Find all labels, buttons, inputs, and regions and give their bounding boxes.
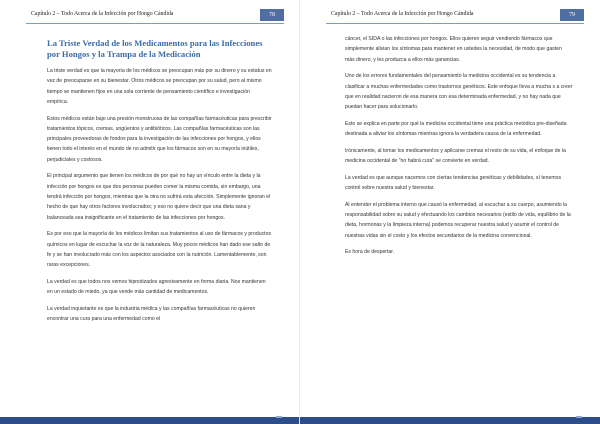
paragraph: cáncer, el SIDA o las infecciones por hongos. Ellos quieren seguir vendiendo fármacos que simplemente alivian los síntomas para mantener en ustedes la necesidad, de modo que gasten más dinero, y les produzca a ellos más ganancias. xyxy=(345,36,562,63)
paragraph: Irónicamente, al tomar los medicamentos y aplicarse cremas el resto de su vida, el enfoque de la medicina occidental de "no habrá cura" se convierte en verdad. xyxy=(345,147,566,165)
paragraph: La verdad es que todos nos vemos hipnotizados agresivamente en forma diaria. Nos mantienen en un estado de miedo, ya que vende más cantidad de medicamentos. xyxy=(47,278,266,296)
paragraph: La verdad es que aunque nacemos con ciertas tendencias genéticas y debilidades, sí tenemos control sobre nuestra salud y bienestar. xyxy=(345,174,562,192)
paragraph: Al entender el problema interno que causó la enfermedad, al escuchar a su cuerpo, asumiendo la responsabilidad sobre su salud y efectuando los cambios necesarios (estilo de vida, equilibrio de la dieta, hormonas y la limpieza interna) podemos recuperar nuestra salud y asumir el control de nuestras vidas sin el costo y los efectos secundarios de la medicina convencional. xyxy=(345,201,571,239)
paragraph: Estos médicos están bajo una presión monstruosa de las compañías farmacéuticas para prescribir tratamientos tópicos, cremas, ungüentos y antibióticos. Las compañías farmacéuticas son las principales proveedoras de fondos para la investigación de las infecciones por hongos, y ellos tienen todo el interés en el mundo de no admitir que los fármacos son en su mayoría inútiles, perjudiciales y costosos. xyxy=(47,115,272,163)
paragraph: Es hora de despertar. xyxy=(345,249,395,256)
right-header-title: Capítulo 2 – Todo Acerca de la Infección por Hongo Cándida xyxy=(331,11,474,17)
left-page-content xyxy=(47,34,272,331)
section-heading: La Triste Verdad de los Medicamentos para las Infecciones por Hongos y la Trampa de la Medicación xyxy=(47,38,263,59)
paragraph: El principal argumento que tienen los médicos de por qué no hay un vínculo entre la dieta y la infección por hongos es que dos personas pueden comer la misma comida, sin embargo, una tendrá infección por hongos, mientras que la otra no sufrirá esta afección. Simplemente ignoran el hecho de que hay otros factores involucrados; y eso no quiere decir que una dieta sana y balanceada sea insignificante en el tratamiento de las infecciones por hongos. xyxy=(47,173,271,221)
left-page-footer-bar xyxy=(0,417,300,424)
right-page-number: 79 xyxy=(560,9,584,21)
right-page-content xyxy=(345,34,573,264)
footer-tick xyxy=(276,416,282,418)
right-page-footer-bar xyxy=(300,417,600,424)
paragraph: Esto se explica en parte por qué la medicina occidental tiene una práctica metódica pre-diseñada destinada a aliviar los síntomas mientras ignora la verdadera causa de la enfermedad. xyxy=(345,120,567,138)
left-page-number: 78 xyxy=(260,9,284,21)
paragraph: La triste verdad es que la mayoría de los médicos se preocupan más por su dinero y su estatus en vez de preocuparse en su bienestar. Otros médicos se preocupan por su salud, pero al mismo tiempo se mantienen fijos en una sola corriente de pensamiento científico e investigación empírica. xyxy=(47,68,272,105)
left-page-header xyxy=(26,9,284,24)
left-header-title: Capítulo 2 – Todo Acerca de la Infección por Hongo Cándida xyxy=(31,11,174,17)
paragraph: Es por eso que la mayoría de los médicos limitan sus tratamientos al uso de fármacos y productos químicos en lugar de escuchar la voz de la naturaleza. Muy pocos médicos han dado ese salto de fe y se han involucrado más con los aspectos asociados con la nutrición. Lamentablemente, son raras excepciones. xyxy=(47,231,272,269)
paragraph: Uno de los errores fundamentales del pensamiento la medicina occidental es su tendencia a clasificar a muchas enfermedades como trastornos genéticos. Este enfoque lleva a mucha s a creer que en realidad nacieron de esa manera con esa determinada enfermedad, y no hay nada que puedan hacer para solucionarlo. xyxy=(345,73,573,111)
right-page xyxy=(300,0,600,424)
footer-tick xyxy=(576,416,582,418)
right-page-header xyxy=(326,9,584,24)
paragraph: La verdad inquietante es que la industria médica y las compañías farmacéuticas no quieren encontrar una cura para una enfermedad como el xyxy=(47,305,256,323)
